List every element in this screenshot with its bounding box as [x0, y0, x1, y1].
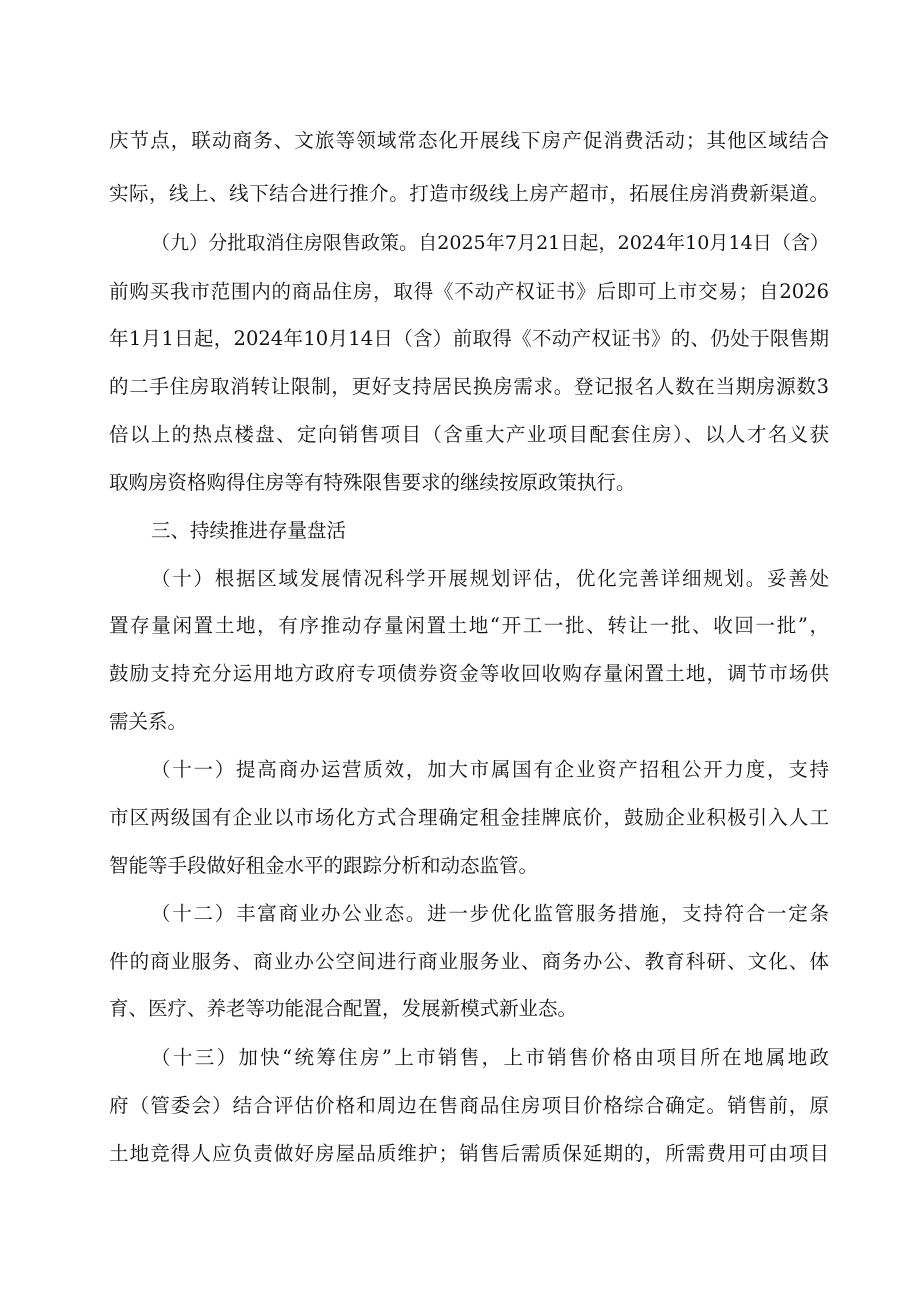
- paragraph-line: 智能等手段做好租金水平的跟踪分析和动态监管。: [109, 854, 539, 877]
- paragraph-line: 实际，线上、线下结合进行推介。打造市级线上房产超市，拓展住房消费新渠道。: [109, 182, 829, 205]
- paragraph-line: 的二手住房取消转让限制，更好支持居民换房需求。登记报名人数在当期房源数3: [109, 375, 829, 398]
- paragraph-line: （十）根据区域发展情况科学开展规划评估，优化完善详细规划。妥善处: [151, 567, 829, 590]
- paragraph-line: 市区两级国有企业以市场化方式合理确定租金挂牌底价，鼓励企业积极引入人工: [109, 806, 829, 829]
- section-heading: 三、持续推进存量盘活: [151, 519, 347, 542]
- paragraph-line: 鼓励支持充分运用地方政府专项债券资金等收回收购存量闲置土地，调节市场供: [109, 662, 829, 685]
- paragraph-line: 府（管委会）结合评估价格和周边在售商品住房项目价格综合确定。销售前，原: [109, 1094, 829, 1117]
- paragraph-line: 年1月1日起，2024年10月14日（含）前取得《不动产权证书》的、仍处于限售期: [109, 327, 829, 350]
- paragraph-line: 需关系。: [109, 710, 188, 733]
- paragraph-line: （十三）加快“统筹住房”上市销售，上市销售价格由项目所在地属地政: [151, 1046, 829, 1069]
- paragraph-line: （九）分批取消住房限售政策。自2025年7月21日起，2024年10月14日（含）: [151, 232, 829, 254]
- paragraph-line: 置存量闲置土地，有序推动存量闲置土地“开工一批、转让一批、收回一批”，: [109, 614, 829, 637]
- paragraph-line: （十一）提高商办运营质效，加大市属国有企业资产招租公开力度，支持: [151, 758, 829, 781]
- paragraph-line: 件的商业服务、商业办公空间进行商业服务业、商务办公、教育科研、文化、体: [109, 950, 829, 973]
- paragraph-line: 土地竞得人应负责做好房屋品质维护；销售后需质保延期的，所需费用可由项目: [109, 1142, 829, 1165]
- paragraph-line: 庆节点，联动商务、文旅等领域常态化开展线下房产促消费活动；其他区域结合: [109, 129, 829, 152]
- paragraph-line: 取购房资格购得住房等有特殊限售要求的继续按原政策执行。: [109, 471, 636, 494]
- paragraph-line: （十二）丰富商业办公业态。进一步优化监管服务措施，支持符合一定条: [151, 902, 829, 925]
- paragraph-line: 育、医疗、养老等功能混合配置，发展新模式新业态。: [109, 997, 578, 1020]
- paragraph-line: 倍以上的热点楼盘、定向销售项目（含重大产业项目配套住房）、以人才名义获: [109, 423, 829, 446]
- paragraph-line: 前购买我市范围内的商品住房，取得《不动产权证书》后即可上市交易；自2026: [109, 280, 829, 303]
